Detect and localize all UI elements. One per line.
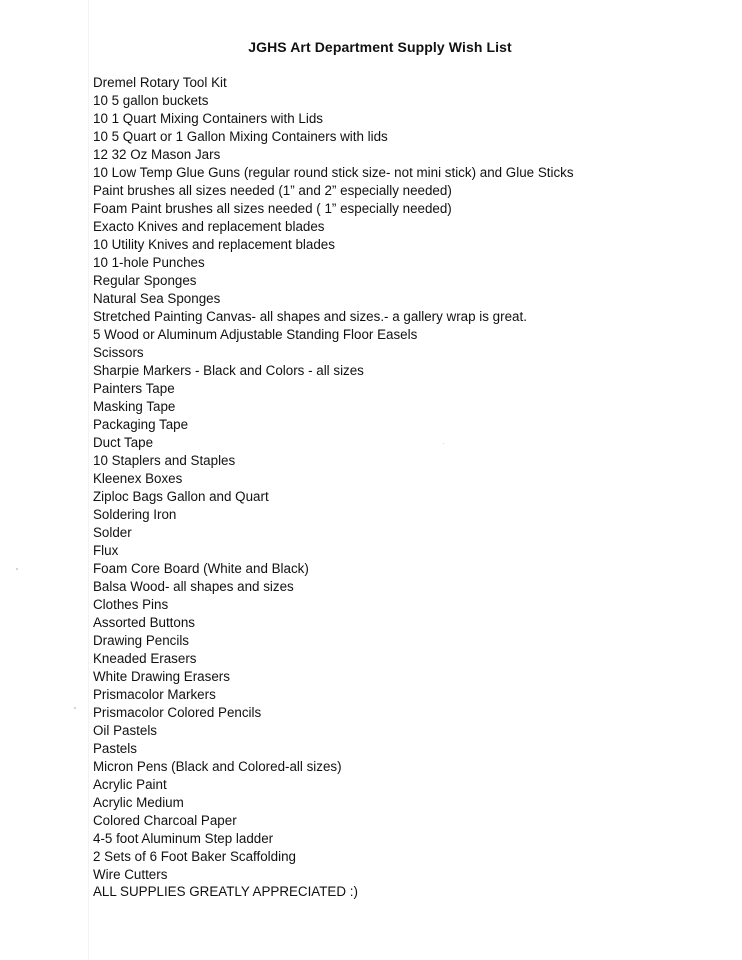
list-item: Ziploc Bags Gallon and Quart	[93, 489, 269, 504]
list-item: Soldering Iron	[93, 507, 177, 522]
list-item: 10 5 Quart or 1 Gallon Mixing Containers with lids	[93, 129, 388, 144]
list-item: Wire Cutters	[93, 867, 168, 882]
list-item: Paint brushes all sizes needed (1” and 2” especially needed)	[93, 183, 452, 198]
list-item: Scissors	[93, 345, 144, 360]
scan-speck	[74, 707, 76, 709]
list-item: 10 1-hole Punches	[93, 255, 205, 270]
closing-note: ALL SUPPLIES GREATLY APPRECIATED :)	[93, 884, 358, 899]
list-item: Painters Tape	[93, 381, 175, 396]
list-item: Natural Sea Sponges	[93, 291, 221, 306]
list-item: Clothes Pins	[93, 597, 169, 612]
list-item: 10 Utility Knives and replacement blades	[93, 237, 335, 252]
list-item: Acrylic Medium	[93, 795, 184, 810]
list-item: Balsa Wood- all shapes and sizes	[93, 579, 294, 594]
list-item: Oil Pastels	[93, 723, 157, 738]
list-item: 10 5 gallon buckets	[93, 93, 209, 108]
list-item: Prismacolor Markers	[93, 687, 216, 702]
list-item: Flux	[93, 543, 119, 558]
list-item: Acrylic Paint	[93, 777, 167, 792]
list-item: 10 Staplers and Staples	[93, 453, 236, 468]
list-item: Micron Pens (Black and Colored-all sizes)	[93, 759, 342, 774]
list-item: Foam Paint brushes all sizes needed ( 1” especially needed)	[93, 201, 452, 216]
list-item: 12 32 Oz Mason Jars	[93, 147, 221, 162]
list-item: Kneaded Erasers	[93, 651, 197, 666]
list-item: 5 Wood or Aluminum Adjustable Standing Floor Easels	[93, 327, 418, 342]
list-item: Packaging Tape	[93, 417, 189, 432]
supply-list	[93, 74, 713, 884]
list-item: Foam Core Board (White and Black)	[93, 561, 309, 576]
list-item: Stretched Painting Canvas- all shapes and sizes.- a gallery wrap is great.	[93, 309, 527, 324]
list-item: Prismacolor Colored Pencils	[93, 705, 262, 720]
scan-edge-line	[88, 0, 89, 960]
list-item: 10 1 Quart Mixing Containers with Lids	[93, 111, 323, 126]
list-item: Solder	[93, 525, 132, 540]
list-item: Assorted Buttons	[93, 615, 195, 630]
list-item: 4-5 foot Aluminum Step ladder	[93, 831, 274, 846]
list-item: Colored Charcoal Paper	[93, 813, 237, 828]
list-item: White Drawing Erasers	[93, 669, 230, 684]
list-item: Exacto Knives and replacement blades	[93, 219, 325, 234]
page-title: JGHS Art Department Supply Wish List	[248, 39, 512, 55]
list-item: Regular Sponges	[93, 273, 197, 288]
list-item: Dremel Rotary Tool Kit	[93, 75, 227, 90]
list-item: Duct Tape	[93, 435, 154, 450]
list-item: Masking Tape	[93, 399, 176, 414]
scan-speck	[16, 568, 18, 570]
list-item: 2 Sets of 6 Foot Baker Scaffolding	[93, 849, 296, 864]
list-item: 10 Low Temp Glue Guns (regular round stick size- not mini stick) and Glue Sticks	[93, 165, 574, 180]
list-item: Drawing Pencils	[93, 633, 190, 648]
list-item: Pastels	[93, 741, 137, 756]
list-item: Sharpie Markers - Black and Colors - all sizes	[93, 363, 364, 378]
list-item: Kleenex Boxes	[93, 471, 183, 486]
